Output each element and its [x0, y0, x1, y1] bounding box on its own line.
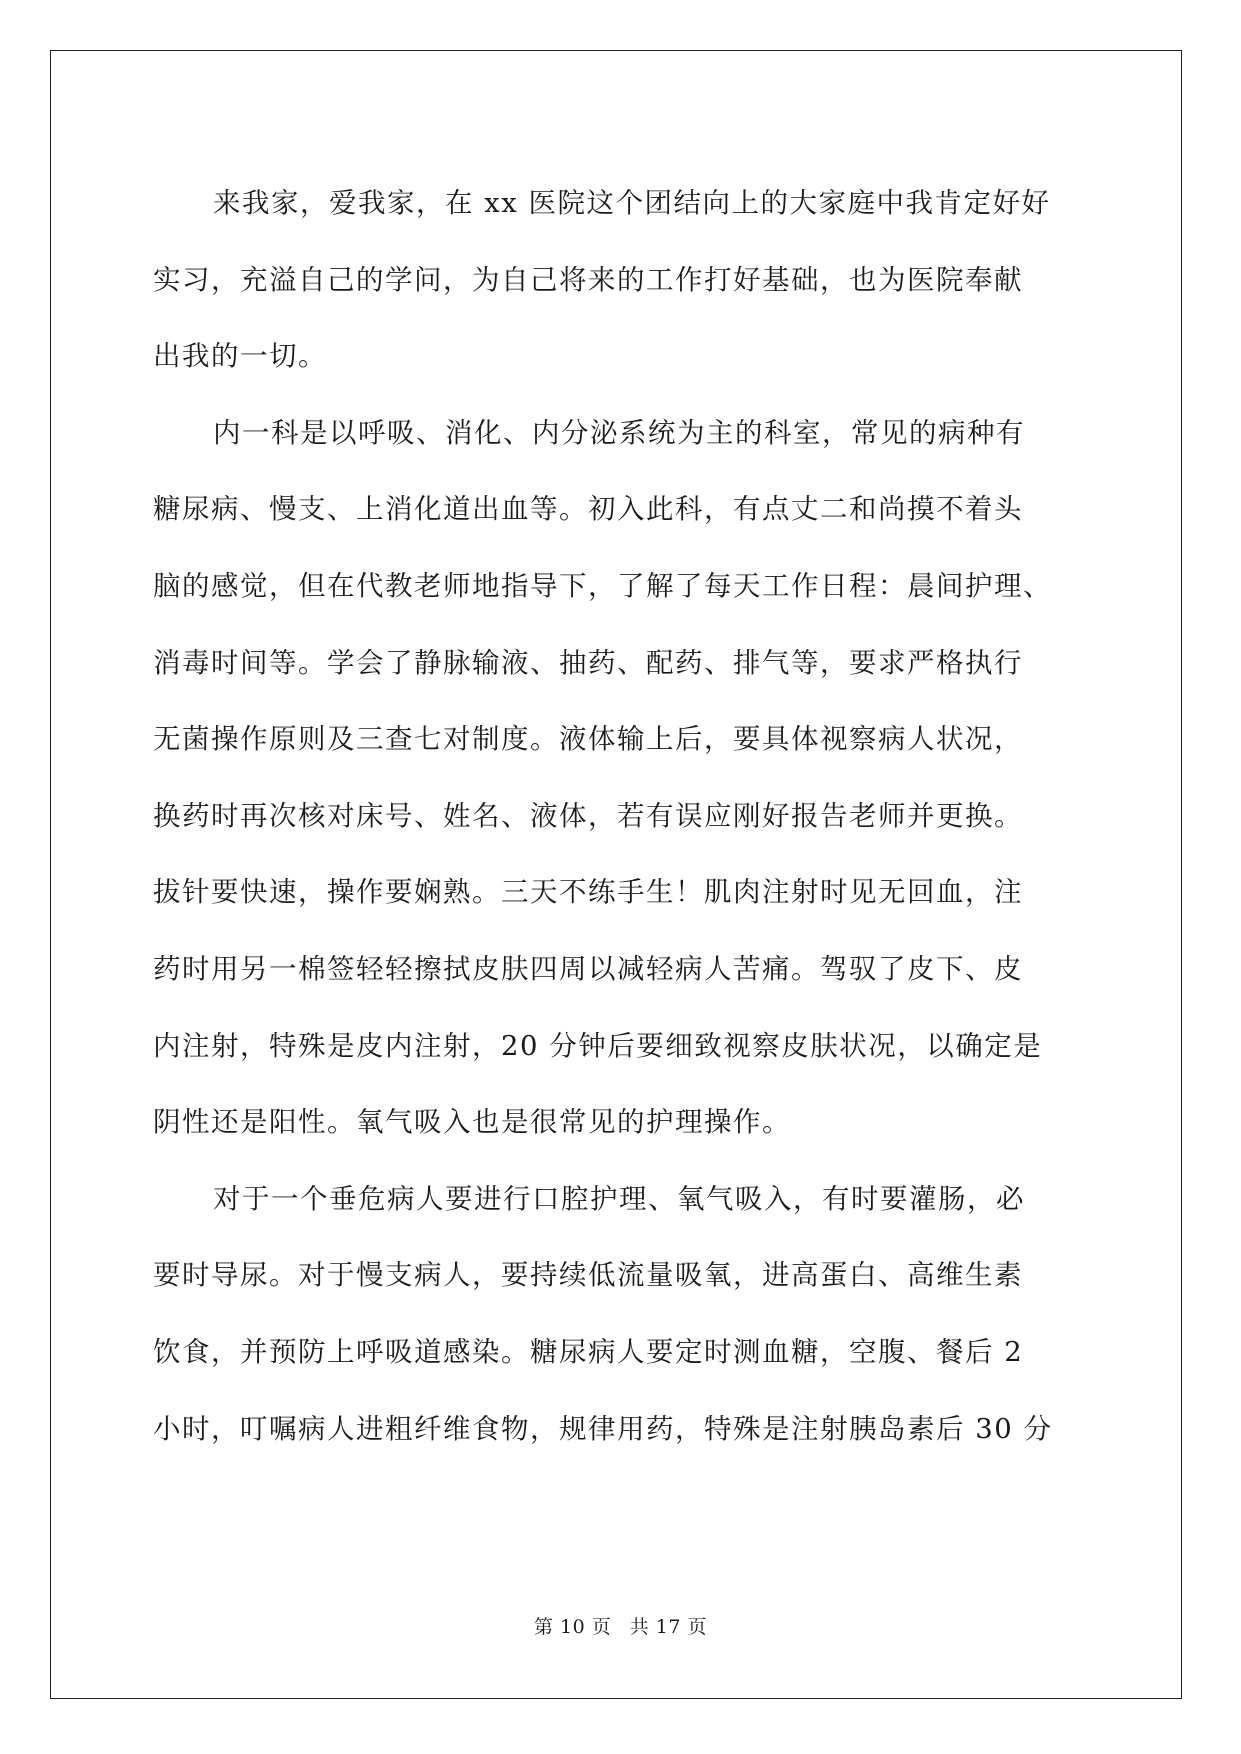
text-line: 来我家，爱我家，在 xx 医院这个团结向上的大家庭中我肯定好好	[213, 187, 1051, 219]
text-line: 阴性还是阳性。氧气吸入也是很常见的护理操作。	[153, 1106, 791, 1139]
text-line: 实习，充溢自己的学问，为自己将来的工作打好基础，也为医院奉献	[153, 263, 1023, 296]
text-line: 药时用另一棉签轻轻擦拭皮肤四周以减轻病人苦痛。驾驭了皮下、皮	[153, 952, 1023, 985]
text-line: 糖尿病、慢支、上消化道出血等。初入此科，有点丈二和尚摸不着头	[153, 493, 1023, 526]
text-line: 脑的感觉，但在代教老师地指导下，了解了每天工作日程：晨间护理、	[153, 569, 1052, 602]
paragraph-3	[153, 1161, 1093, 1467]
page-total: 共 17 页	[629, 1616, 708, 1638]
text-line: 饮食，并预防上呼吸道感染。糖尿病人要定时测血糖，空腹、餐后 2	[153, 1335, 1024, 1368]
text-line: 无菌操作原则及三查七对制度。液体输上后，要具体视察病人状况，	[153, 723, 1023, 756]
text-line: 拔针要快速，操作要娴熟。三天不练手生！肌肉注射时见无回血，注	[153, 876, 1023, 909]
text-line: 内一科是以呼吸、消化、内分泌系统为主的科室，常见的病种有	[213, 416, 1025, 449]
text-line: 换药时再次核对床号、姓名、液体，若有误应刚好报告老师并更换。	[153, 799, 1023, 832]
text-line: 内注射，特殊是皮内注射，20 分钟后要细致视察皮肤状况，以确定是	[153, 1029, 1043, 1062]
page-footer	[0, 1612, 1241, 1639]
paragraph-2	[153, 395, 1093, 1161]
text-line: 对于一个垂危病人要进行口腔护理、氧气吸入，有时要灌肠，必	[213, 1182, 1025, 1215]
paragraph-1	[153, 165, 1093, 395]
text-line: 出我的一切。	[153, 340, 327, 373]
text-line: 要时导尿。对于慢支病人，要持续低流量吸氧，进高蛋白、高维生素	[153, 1259, 1023, 1292]
text-line: 小时，叮嘱病人进粗纤维食物，规律用药，特殊是注射胰岛素后 30 分	[153, 1412, 1053, 1445]
text-line: 消毒时间等。学会了静脉输液、抽药、配药、排气等，要求严格执行	[153, 646, 1023, 679]
document-body	[153, 165, 1093, 1467]
page-number: 第 10 页	[533, 1616, 612, 1638]
